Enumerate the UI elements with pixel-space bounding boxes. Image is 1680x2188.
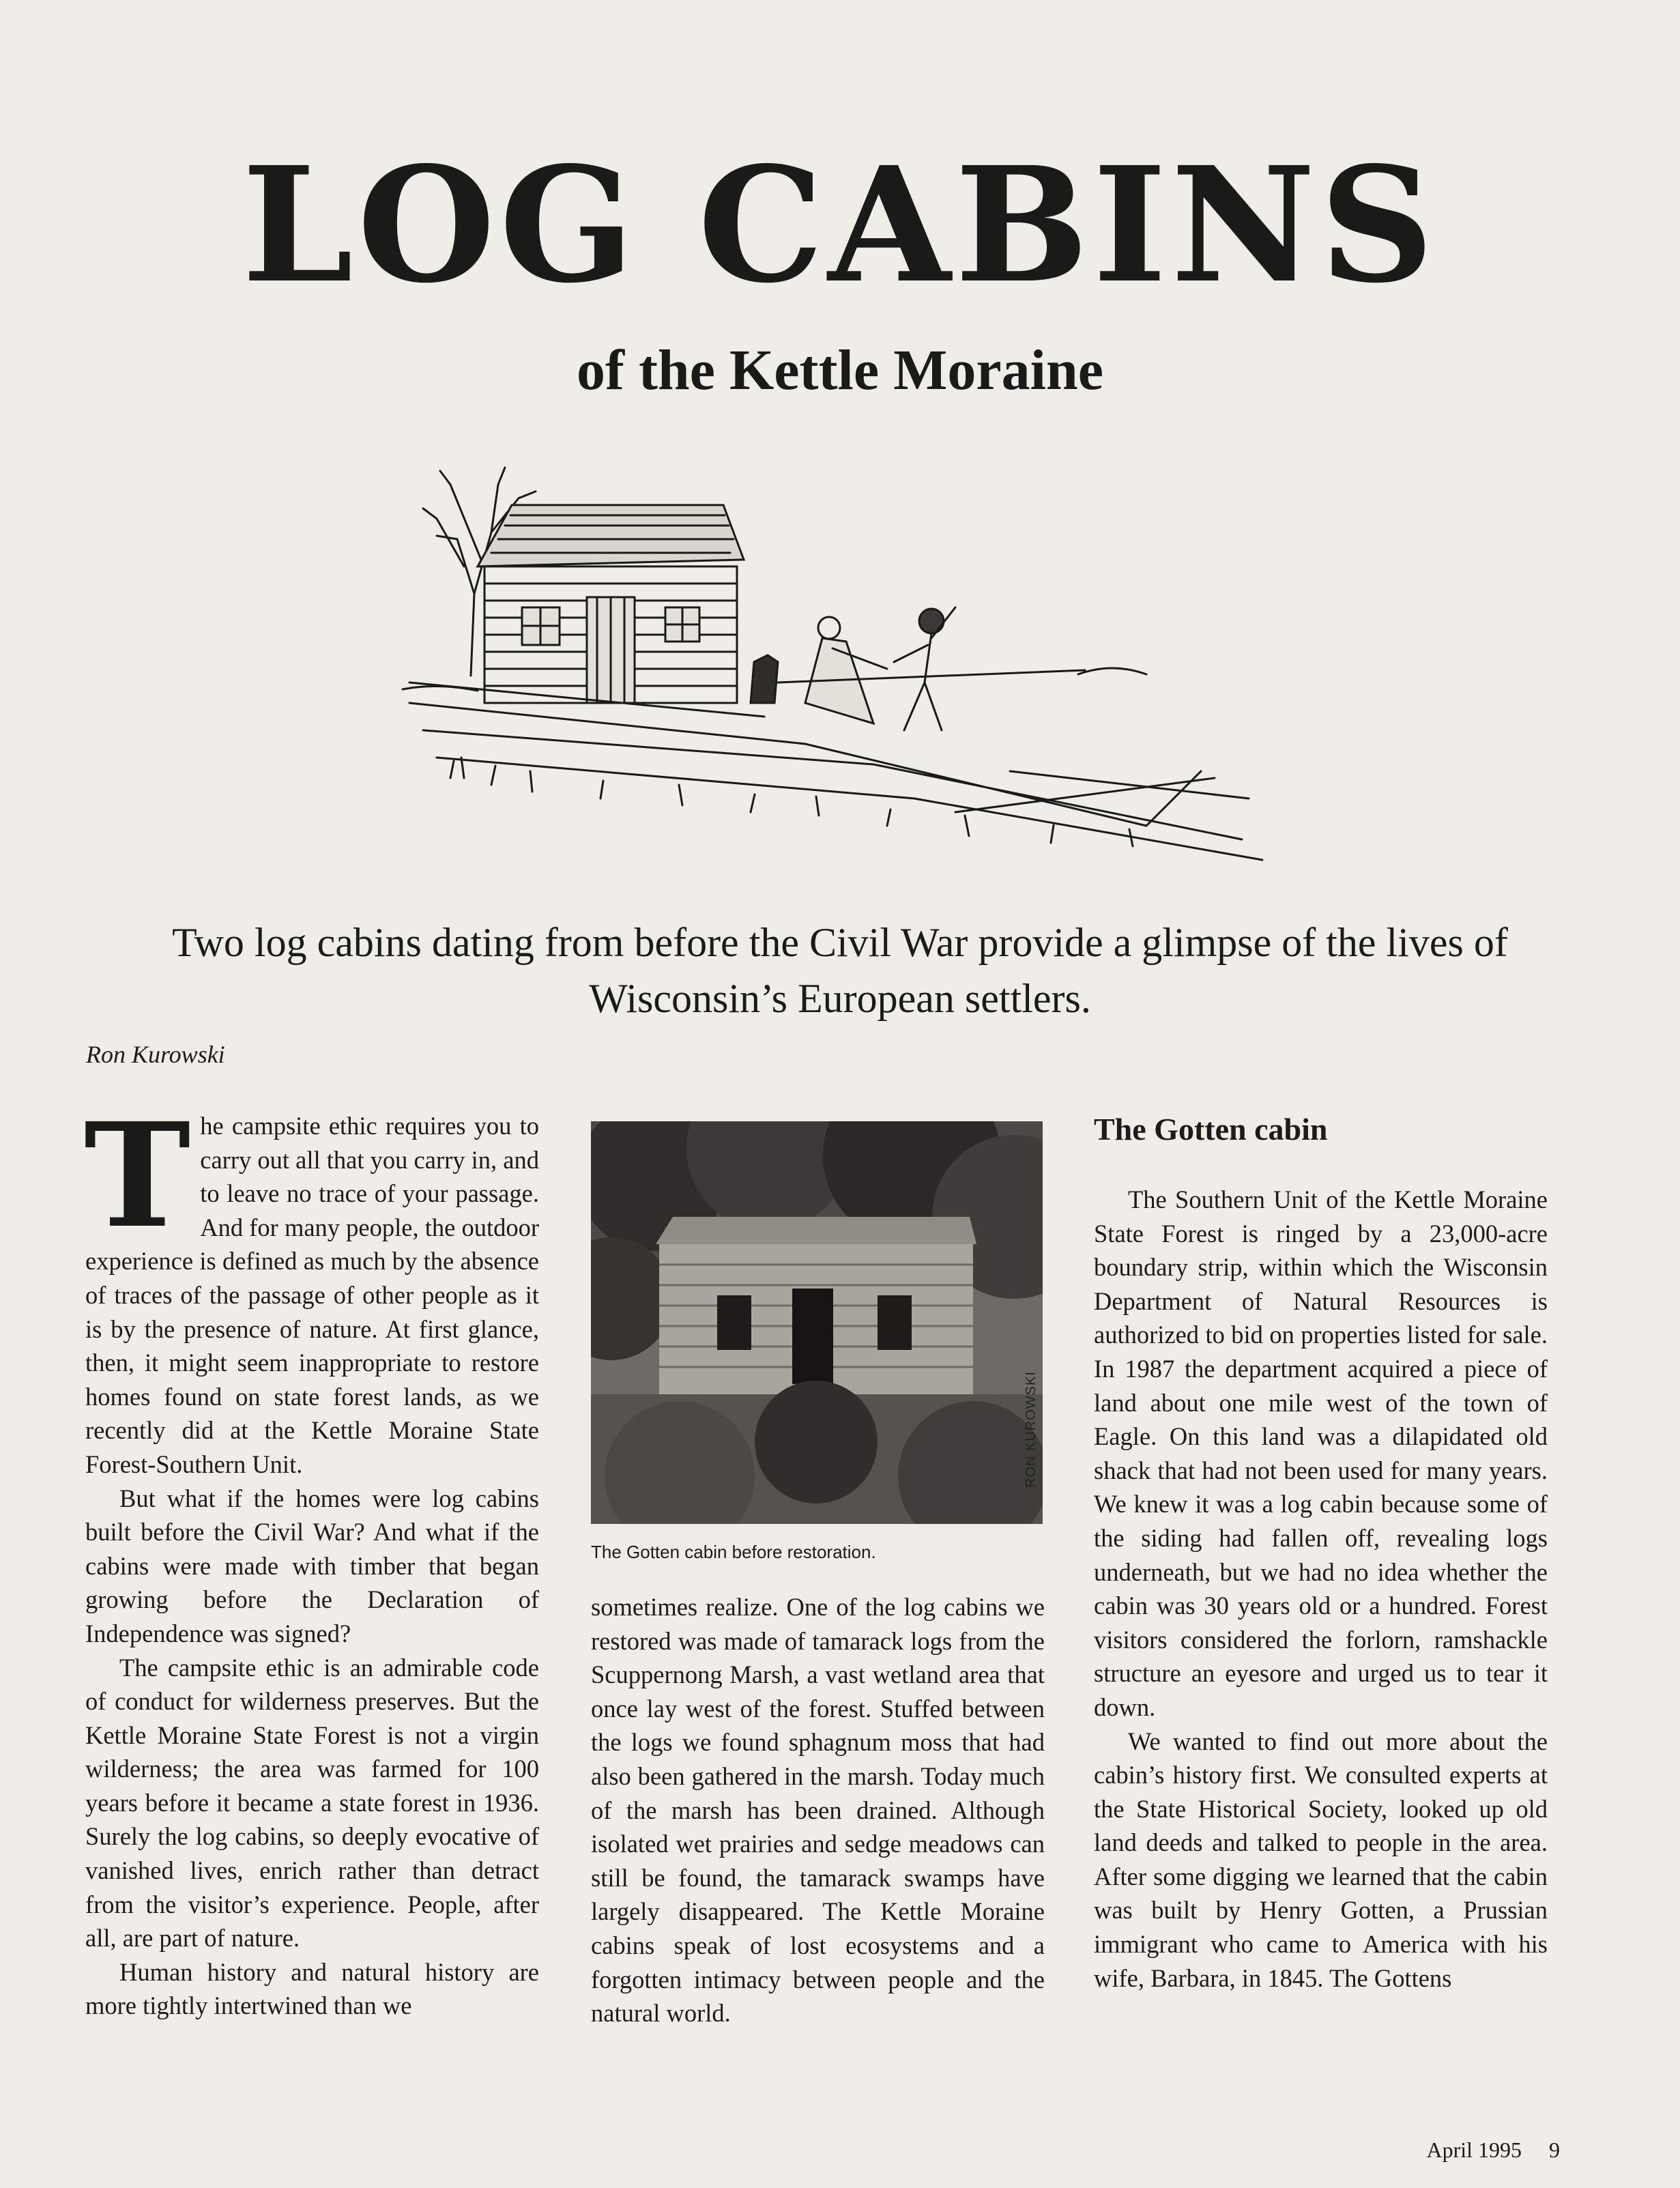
page-number: 9 [1549,2137,1560,2162]
drop-cap: T [84,1091,191,1260]
page-subtitle: of the Kettle Moraine [576,339,1104,402]
gotten-cabin-photo [591,1121,1043,1524]
paragraph: The Southern Unit of the Kettle Moraine State Forest is ringed by a 23,000-acre boundary strip, within which the Wisconsin Department of Natural Resources is authorized to bid on properties listed for sale. In 1987 the department acquired a piece of land about one mile west of the town of Eagle. On this land was a dilapidated old shack that had not been used for many years. We knew it was a log cabin because some of the siding had fallen off, revealing logs underneath, but we had no idea whether the cabin was 30 years old or a hundred. Forest visitors considered the forlorn, ramshackle structure an eyesore and urged us to tear it down. [1094,1185,1548,1721]
column-2 [591,1590,1045,2030]
article-deck: Two log cabins dating from before the Civil War provide a glimpse of the lives of Wisconsin’s European settlers. [172,920,1508,1021]
paragraph: The campsite ethic is an admirable code of conduct for wilderness preserves. But the Kettle Moraine State Forest is not a virgin wilderness; the area was farmed for 100 years before it became a state forest in 1936. Surely the log cabins, so deeply evocative of vanished lives, enrich rather than detract from the visitor’s experience. People, after all, are part of nature. [85,1653,539,1953]
issue-date: April 1995 [1426,2137,1522,2162]
page-footer [1426,2136,1560,2163]
section-heading: The Gotten cabin [1094,1112,1328,1147]
cabin-and-settlers-drawing-icon [396,457,1276,867]
photo-credit: RON KUROWSKI [1024,1371,1039,1488]
paragraph: We wanted to find out more about the cabin’s history first. We consulted experts at the State Historical Society, looked up old land deeds and talked to people in the area. After some digging we learned that the cabin was built by Henry Gotten, a Prussian immigrant who came to America with his wife, Barbara, in 1845. The Gottens [1094,1727,1548,1992]
column-3 [1094,1109,1548,1995]
paragraph: sometimes realize. One of the log cabins we restored was made of tamarack logs from the Scuppernong Marsh, a vast wetland area that once lay west of the forest. Stuffed between the logs we found sphagnum moss that had also been gathered in the marsh. Today much of the marsh has been drained. Although isolated wet prairies and sedge meadows can still be found, the tamarack swamps have largely disappeared. The Kettle Moraine cabins speak of lost ecosystems and a forgotten intimacy between people and the natural world. [591,1593,1045,2028]
photo-caption: The Gotten cabin before restoration. [591,1542,876,1562]
page-title: LOG CABINS [242,132,1438,318]
paragraph: But what if the homes were log cabins built before the Civil War? And what if the cabins were made with timber that began growing before the Declaration of Independence was signed? [85,1484,539,1647]
byline: Ron Kurowski [86,1041,225,1068]
column-1 [84,1091,539,2023]
paragraph: Human history and natural history are more tightly intertwined than we [85,1957,539,2020]
paragraph: he campsite ethic requires you to carry out all that you carry in, and to leave no trace of your passage. And for many people, the outdoor experience is defined as much by the absence of traces of the passage of other people as it is by the presence of nature. At first glance, then, it might seem inappropriate to restore homes found on state forest lands, as we recently did at the Kettle Moraine State Forest-Southern Unit. [85,1112,539,1478]
